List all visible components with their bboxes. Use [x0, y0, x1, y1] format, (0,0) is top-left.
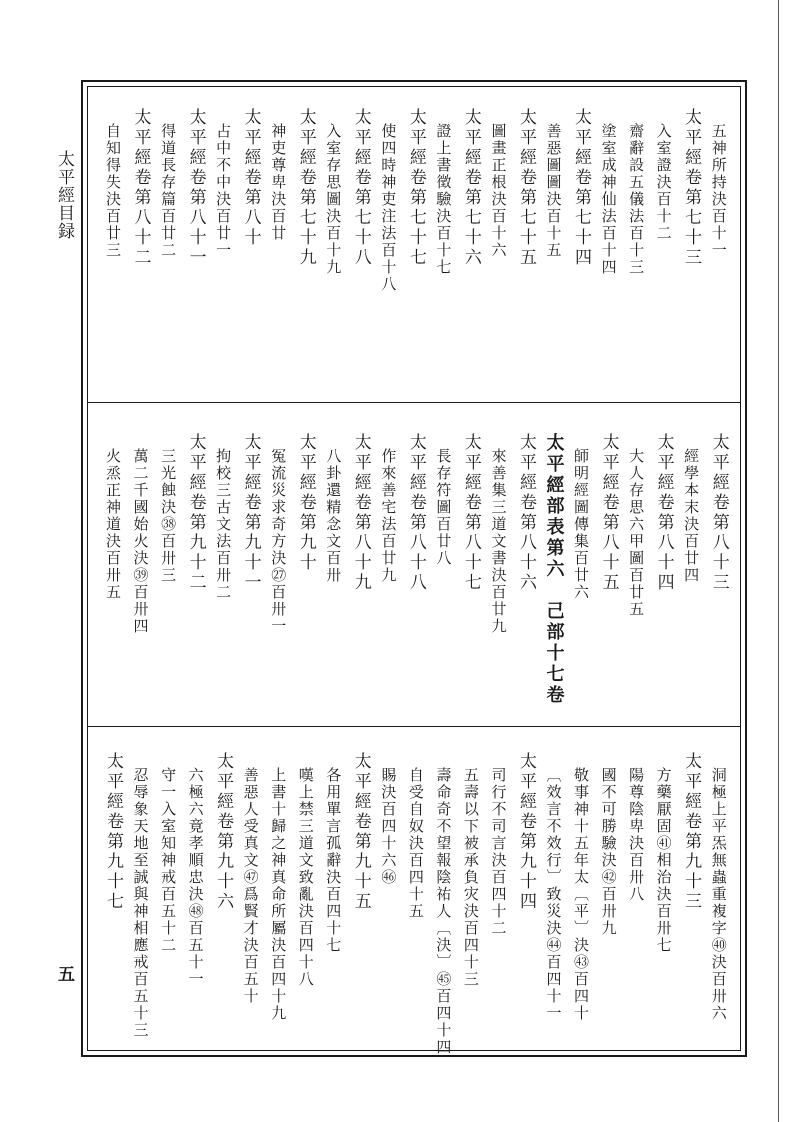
toc-entry: 證上書徵驗決百十七: [434, 123, 453, 276]
toc-band-bottom: [100, 752, 732, 1056]
toc-entry: 師明經圖傳集百廿六: [572, 448, 591, 601]
toc-entry: 大人存思六甲圖百廿五: [627, 448, 646, 618]
volume-heading: 太平經卷第七十八: [350, 108, 371, 268]
band-divider-2: [88, 726, 740, 727]
toc-entry: 占中不中決百廿一: [214, 123, 233, 259]
toc-entry: 拘校三古文法百卅二: [214, 448, 233, 601]
toc-entry: 冤流災求奇方決㉗百卅一: [269, 448, 288, 635]
volume-heading: 太平經卷第九十五: [350, 752, 371, 912]
page-edge-rule: [778, 0, 779, 1122]
volume-heading: 太平經卷第九十三: [681, 752, 702, 912]
volume-heading: 太平經卷第七十九: [295, 108, 316, 268]
toc-entry: 塗室成神仙法百十四: [599, 123, 618, 276]
toc-entry: 六極六竟孝順忠決㊽百五十一: [186, 767, 205, 988]
page-number: 五: [54, 965, 74, 982]
toc-band-top: [100, 108, 732, 393]
toc-entry: 經學本末決百廿四: [682, 448, 701, 584]
section-heading: 太平經部表第六 己部十七卷: [543, 433, 565, 706]
toc-entry: 嘆上禁三道文致亂決百四十八: [296, 767, 315, 988]
volume-heading: 太平經卷第八十四: [653, 433, 674, 593]
toc-entry: 入室證決百十二: [654, 123, 673, 242]
toc-entry: 火烝正神道決百卅五: [104, 448, 122, 601]
toc-entry: 長存符圖百廿八: [434, 448, 453, 567]
toc-entry: 上書十歸之神真命所屬決百四十九: [269, 767, 288, 1022]
band-divider-1: [88, 402, 740, 403]
volume-heading: 太平經卷第七十三: [681, 108, 702, 268]
volume-heading: 太平經卷第七十七: [405, 108, 426, 268]
volume-heading: 太平經卷第七十六: [460, 108, 481, 268]
volume-heading: 太平經卷第八十二: [130, 108, 151, 268]
volume-heading: 太平經卷第八十五: [598, 433, 619, 593]
toc-entry: 齋辭設五儀法百十三: [627, 123, 646, 276]
volume-heading: 太平經卷第八十七: [460, 433, 481, 593]
toc-entry: 來善集三道文書決百廿九: [489, 448, 508, 635]
toc-entry: 洞極上平炁無蟲重複字㊵決百卅六: [709, 767, 728, 1022]
toc-entry: 圖畫正根決百十六: [489, 123, 508, 259]
toc-entry: 三光蝕決㊳百卅三: [159, 448, 178, 584]
toc-entry: 入室存思圖決百十九: [324, 123, 343, 276]
volume-heading: 太平經卷第九十: [295, 433, 316, 573]
toc-band-middle: [100, 433, 732, 718]
volume-heading: 太平經卷第九十六: [213, 752, 234, 912]
toc-entry: 萬二千國始火決㊴百卅四: [131, 448, 150, 635]
toc-entry: 善惡人受真文㊼爲賢才決百五十: [241, 767, 260, 1005]
volume-heading: 太平經卷第九十一: [240, 433, 261, 593]
side-title: 太平經目録: [54, 150, 74, 240]
toc-entry: 善惡圖圖決百十五: [544, 123, 563, 259]
volume-heading: 太平經卷第九十七: [103, 752, 123, 912]
toc-entry: 五壽以下被承負灾決百四十三: [461, 767, 480, 988]
volume-heading: 太平經卷第八十三: [708, 433, 729, 593]
volume-heading: 太平經卷第八十: [240, 108, 261, 248]
toc-entry: 〔效言不效行〕致災決㊹百四十一: [544, 767, 563, 1022]
toc-entry: 賜決百四十六㊻: [379, 767, 398, 886]
volume-heading: 太平經卷第七十五: [515, 108, 536, 268]
volume-heading: 太平經卷第八十八: [405, 433, 426, 593]
toc-entry: 得道長存篇百廿二: [159, 123, 178, 259]
toc-entry: 使四時神吏注法百十八: [379, 123, 398, 293]
toc-entry: 自受自奴決百四十五: [406, 767, 425, 920]
toc-entry: 作來善宅法百廿九: [379, 448, 398, 584]
toc-entry: 八卦還精念文百卅: [324, 448, 343, 584]
volume-heading: 太平經卷第八十一: [185, 108, 206, 268]
toc-entry: 國不可勝驗決㊷百卅九: [599, 767, 618, 937]
toc-entry: 守一入室知神戒百五十二: [159, 767, 178, 954]
toc-entry: 五神所持決百十一: [709, 123, 728, 259]
toc-entry: 神吏尊卑決百廿: [269, 123, 288, 242]
volume-heading: 太平經卷第九十四: [515, 752, 536, 912]
toc-entry: 各用單言孤辭決百四十七: [324, 767, 343, 954]
toc-entry: 壽命奇不望報陰祐人〔決〕㊺百四十四: [434, 767, 453, 1056]
toc-entry: 方藥厭固㊶相治決百卅七: [654, 767, 673, 954]
volume-heading: 太平經卷第八十六: [515, 433, 536, 593]
toc-entry: 司行不司言決百四十二: [489, 767, 508, 937]
volume-heading: 太平經卷第七十四: [571, 108, 592, 268]
toc-entry: 敬事神十五年太〔平〕決㊸百四十: [572, 767, 591, 1022]
volume-heading: 太平經卷第九十二: [185, 433, 206, 593]
volume-heading: 太平經卷第八十九: [350, 433, 371, 593]
toc-entry: 陽尊陰卑決百卅八: [627, 767, 646, 903]
toc-entry: 忍辱象天地至誠與神相應戒百五十三: [131, 767, 150, 1039]
toc-entry: 自知得失決百廿三: [104, 123, 122, 259]
